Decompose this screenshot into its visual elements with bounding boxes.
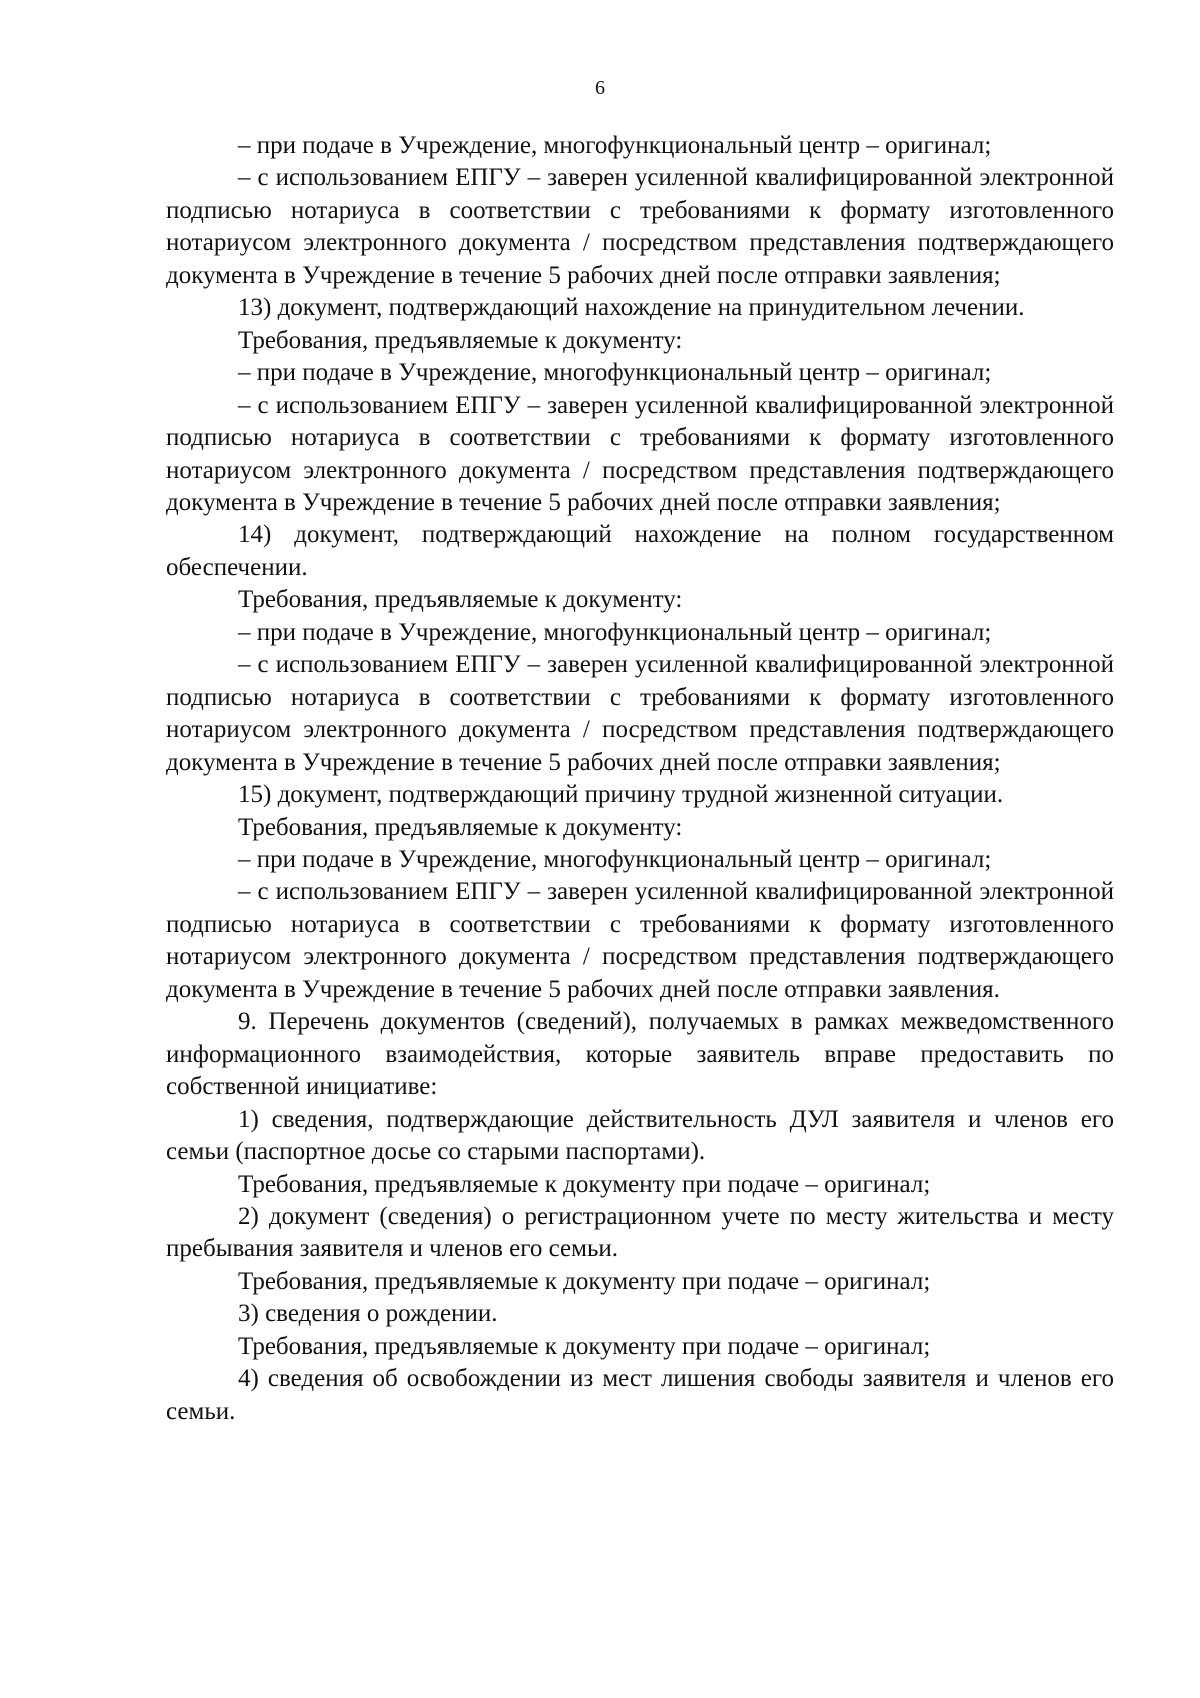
paragraph: Требования, предъявляемые к документу: <box>238 586 683 614</box>
paragraph: – с использованием ЕПГУ – заверен усиленной квалифицированной электронной подписью нотариуса в соответствии с требованиями к формату изготовленного нотариусом электронного документа / посредством представления подтверждающего документа в Учреждение в течение 5 рабочих дней после отправки заявления. <box>166 878 1114 1003</box>
paragraph: – с использованием ЕПГУ – заверен усиленной квалифицированной электронной подписью нотариуса в соответствии с требованиями к формату изготовленного нотариусом электронного документа / посредством представления подтверждающего документа в Учреждение в течение 5 рабочих дней после отправки заявления; <box>166 164 1114 289</box>
paragraph: – с использованием ЕПГУ – заверен усиленной квалифицированной электронной подписью нотариуса в соответствии с требованиями к формату изготовленного нотариусом электронного документа / посредством представления подтверждающего документа в Учреждение в течение 5 рабочих дней после отправки заявления; <box>166 391 1114 516</box>
paragraph: 2) документ (сведения) о регистрационном учете по месту жительства и месту пребывания заявителя и членов его семьи. <box>166 1202 1114 1263</box>
paragraph: Требования, предъявляемые к документу: <box>238 813 683 841</box>
paragraph: 15) документ, подтверждающий причину трудной жизненной ситуации. <box>238 781 1004 809</box>
paragraph: Требования, предъявляемые к документу при подаче – оригинал; <box>238 1332 931 1360</box>
paragraph: 4) сведения об освобождении из мест лишения свободы заявителя и членов его семьи. <box>166 1365 1114 1425</box>
paragraph: – с использованием ЕПГУ – заверен усиленной квалифицированной электронной подписью нотариуса в соответствии с требованиями к формату изготовленного нотариусом электронного документа / посредством представления подтверждающего документа в Учреждение в течение 5 рабочих дней после отправки заявления; <box>166 651 1114 776</box>
paragraph: Требования, предъявляемые к документу: <box>238 326 683 354</box>
paragraph: – при подаче в Учреждение, многофункциональный центр – оригинал; <box>238 618 992 646</box>
paragraph: – при подаче в Учреждение, многофункциональный центр – оригинал; <box>238 359 992 387</box>
paragraph: Требования, предъявляемые к документу при подаче – оригинал; <box>238 1170 931 1198</box>
paragraph: – при подаче в Учреждение, многофункциональный центр – оригинал; <box>238 132 992 159</box>
paragraph: – при подаче в Учреждение, многофункциональный центр – оригинал; <box>238 845 992 873</box>
paragraph: Требования, предъявляемые к документу при подаче – оригинал; <box>238 1267 931 1295</box>
document-body <box>166 130 1114 1428</box>
paragraph: 13) документ, подтверждающий нахождение на принудительном лечении. <box>238 294 1025 322</box>
paragraph: 14) документ, подтверждающий нахождение на полном государственном обеспечении. <box>166 521 1114 581</box>
paragraph: 1) сведения, подтверждающие действительность ДУЛ заявителя и членов его семьи (паспортное досье со старыми паспортами). <box>166 1105 1114 1166</box>
page-number: 6 <box>595 77 605 99</box>
paragraph: 9. Перечень документов (сведений), получаемых в рамках межведомственного информационного взаимодействия, которые заявитель вправе предоставить по собственной инициативе: <box>166 1008 1114 1101</box>
paragraph: 3) сведения о рождении. <box>238 1300 498 1328</box>
